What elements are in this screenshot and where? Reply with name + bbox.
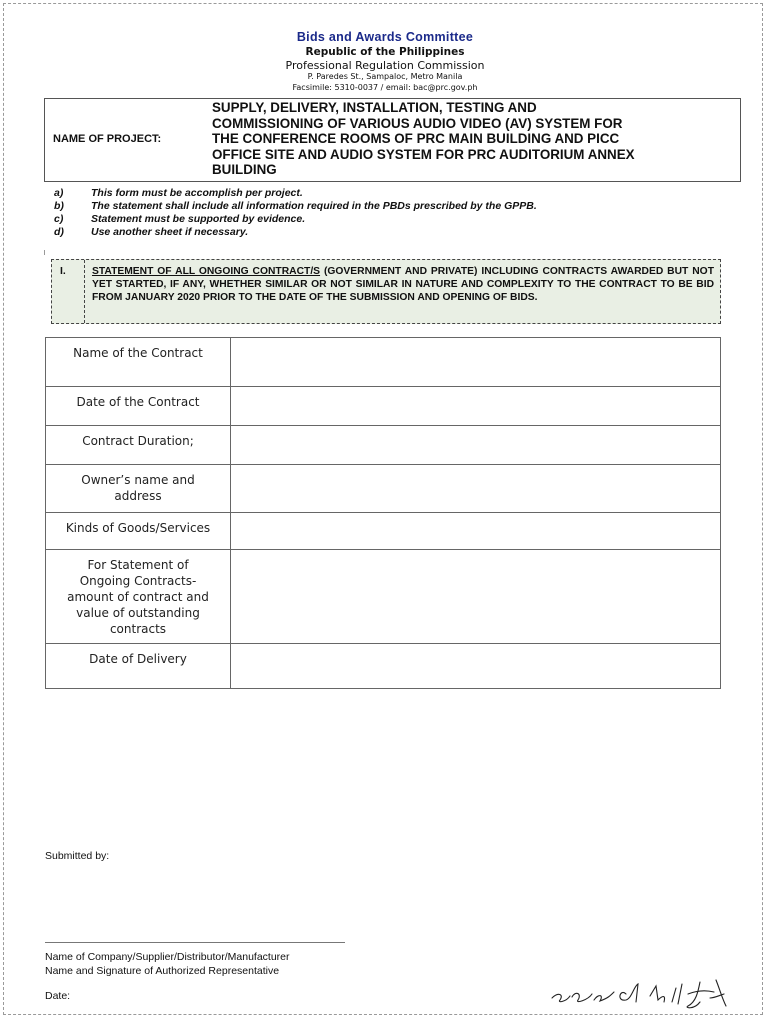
instruction-text: Use another sheet if necessary. xyxy=(91,226,249,238)
section-heading-box xyxy=(51,259,721,324)
row-value-cell[interactable] xyxy=(231,465,721,513)
row-label-line: Kinds of Goods/Services xyxy=(65,521,211,535)
row-value-cell[interactable] xyxy=(231,644,721,689)
contract-table xyxy=(45,337,721,689)
instructions-list xyxy=(54,187,694,239)
republic-line: Republic of the Philippines xyxy=(305,46,465,58)
table-row xyxy=(46,513,721,550)
contact-line: Facsimile: 5310-0037 / email: bac@prc.gov.ph xyxy=(292,83,478,92)
section-heading xyxy=(92,265,714,304)
section-heading-rest: (GOVERNMENT AND PRIVATE) INCLUDING CONTRACTS AWARDED BUT NOT YET STARTED, IF ANY, WHETHER SIMILAR OR NOT SIMILAR IN NATURE AND COMPLEXITY TO THE CONTRACT TO BE BID FROM JANUARY 2020 PRIOR TO THE DATE OF THE SUBMISSION AND OPENING OF BIDS. xyxy=(92,266,714,303)
instruction-letter: b) xyxy=(54,200,64,212)
row-label-line: Date of Delivery xyxy=(89,652,187,666)
project-title-line: BUILDING xyxy=(212,162,277,178)
table-row xyxy=(46,465,721,513)
instruction-text: The statement shall include all information required in the PBDs prescribed by the GPPB. xyxy=(91,200,537,212)
row-value-cell[interactable] xyxy=(231,550,721,644)
instruction-letter: d) xyxy=(54,226,64,238)
row-label-line: contracts xyxy=(109,622,167,636)
instruction-item xyxy=(54,200,694,213)
instruction-letter: c) xyxy=(54,213,64,225)
section-number: I. xyxy=(52,260,85,323)
instruction-item xyxy=(54,213,694,226)
commission-line: Professional Regulation Commission xyxy=(285,59,485,72)
row-label-line: Date of the Contract xyxy=(76,395,200,409)
table-row xyxy=(46,426,721,465)
row-value-cell[interactable] xyxy=(231,387,721,426)
project-title-line: OFFICE SITE AND AUDIO SYSTEM FOR PRC AUDITORIUM ANNEX xyxy=(212,146,635,162)
instruction-letter: a) xyxy=(54,187,64,199)
row-label xyxy=(46,426,231,465)
table-row xyxy=(46,387,721,426)
table-row xyxy=(46,338,721,387)
handwritten-initials xyxy=(548,972,728,1012)
date-label: Date: xyxy=(45,990,71,1002)
representative-label: Name and Signature of Authorized Representative xyxy=(45,965,280,977)
address-line: P. Paredes St., Sampaloc, Metro Manila xyxy=(307,72,463,81)
project-title xyxy=(212,100,736,178)
row-label-line: Name of the Contract xyxy=(73,346,203,360)
company-name-label: Name of Company/Supplier/Distributor/Manufacturer xyxy=(45,951,290,963)
row-label-line: Owner’s name and xyxy=(81,473,195,487)
table-row xyxy=(46,550,721,644)
section-heading-underlined: STATEMENT OF ALL ONGOING CONTRACT/S xyxy=(92,266,321,277)
row-label-line: value of outstanding xyxy=(76,606,200,620)
submitted-by-label: Submitted by: xyxy=(45,850,110,862)
row-label-line: address xyxy=(114,489,162,503)
row-label-line: amount of contract and xyxy=(67,590,209,604)
row-label xyxy=(46,644,231,689)
margin-mark xyxy=(44,250,48,255)
project-label: NAME OF PROJECT: xyxy=(53,133,162,145)
row-label xyxy=(46,513,231,550)
row-label-line: Ongoing Contracts- xyxy=(79,574,197,588)
row-label xyxy=(46,465,231,513)
instruction-item xyxy=(54,187,694,200)
instruction-text: This form must be accomplish per project. xyxy=(91,187,303,199)
row-value-cell[interactable] xyxy=(231,513,721,550)
project-box xyxy=(44,98,741,182)
table-row xyxy=(46,644,721,689)
row-value-cell[interactable] xyxy=(231,426,721,465)
committee-name: Bids and Awards Committee xyxy=(296,30,474,44)
row-label-line: Contract Duration; xyxy=(82,434,194,448)
row-value-cell[interactable] xyxy=(231,338,721,387)
instruction-item xyxy=(54,226,694,239)
row-label-line: For Statement of xyxy=(87,558,189,572)
signature-line xyxy=(45,942,345,943)
project-title-line: SUPPLY, DELIVERY, INSTALLATION, TESTING AND xyxy=(212,100,537,115)
instruction-text: Statement must be supported by evidence. xyxy=(91,213,306,225)
row-label xyxy=(46,550,231,644)
row-label xyxy=(46,387,231,426)
row-label xyxy=(46,338,231,387)
project-title-line: THE CONFERENCE ROOMS OF PRC MAIN BUILDING AND PICC xyxy=(212,131,620,147)
project-title-line: COMMISSIONING OF VARIOUS AUDIO VIDEO (AV) SYSTEM FOR xyxy=(212,115,623,131)
